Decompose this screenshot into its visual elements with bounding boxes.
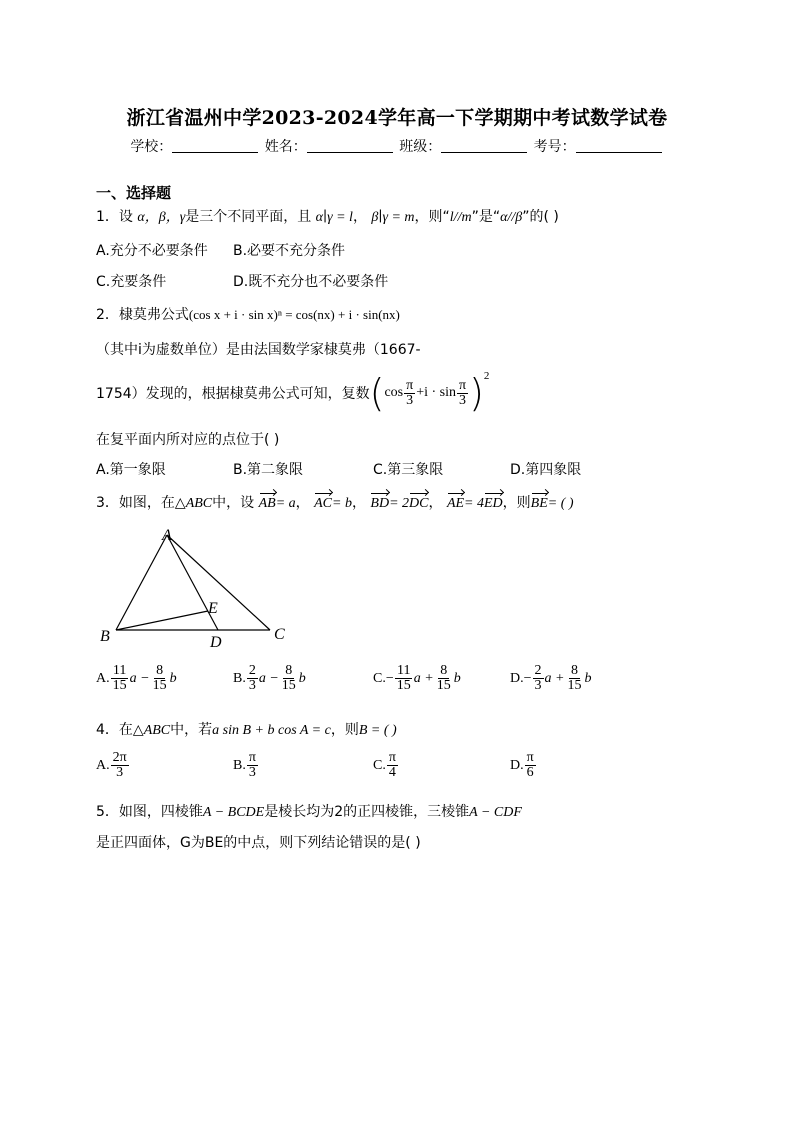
frac-den: 15 [152, 678, 167, 693]
q4-text1: 中，若 [170, 722, 213, 738]
q1-option-d: D.既不充分也不必要条件 [233, 274, 389, 290]
q2-number: 2．棣莫弗公式 [96, 307, 189, 323]
q1-text2: ，则“ [414, 209, 450, 225]
option-end: b [584, 670, 592, 686]
vector-ed: ED [484, 496, 503, 511]
q2-plus-i-sin: +i · sin [416, 385, 457, 400]
frac-den: 3 [406, 392, 414, 408]
q3-number: 3．如图，在 [96, 495, 175, 511]
student-info-line [0, 136, 794, 156]
option-letter: D. [510, 670, 524, 686]
q1-expr3: l//m [449, 210, 472, 225]
q2-cos: cos [384, 385, 404, 400]
q2-option-a: A.第一象限 [96, 462, 166, 478]
q3-option-c [373, 664, 461, 693]
option-sign: − [523, 670, 532, 686]
frac-num: 2 [534, 663, 542, 678]
frac-den: 15 [112, 678, 127, 693]
option-letter: C. [373, 757, 386, 773]
q4-option-a [96, 751, 130, 780]
q4-expr: a sin B + b cos A = c [212, 723, 331, 738]
triangle-figure [92, 526, 302, 656]
q1-expr1: α∣γ = l [315, 210, 353, 225]
frac [111, 751, 129, 780]
q3-eq-2: = 2 [389, 496, 410, 511]
frac [565, 664, 583, 693]
frac [111, 664, 129, 693]
q1-option-b: B.必要不充分条件 [233, 243, 346, 259]
frac-num: π [406, 377, 414, 393]
frac-num: 8 [440, 663, 448, 678]
label-a: A [162, 527, 172, 544]
section-heading: 一、选择题 [96, 184, 172, 202]
frac [247, 751, 258, 780]
q3-text2: ，则 [502, 495, 531, 511]
frac-den: 15 [567, 678, 582, 693]
option-mid: a + [544, 670, 565, 686]
q1-text4: ”的( ) [522, 209, 559, 225]
frac-den: 6 [526, 765, 534, 780]
q2-line3 [96, 368, 489, 418]
frac [525, 751, 536, 780]
vector-be: BE [530, 496, 548, 511]
class-blank [441, 138, 527, 153]
vector-ae: AE [446, 496, 465, 511]
name-blank [307, 138, 393, 153]
frac-num: π [526, 750, 534, 765]
q1-number: 1．设 [96, 209, 133, 225]
q3-eq-a: = a [275, 496, 296, 511]
frac [533, 664, 544, 693]
q4-number: 4．在 [96, 722, 133, 738]
frac-den: 3 [534, 678, 542, 693]
q2-formula: (cos x + i · sin x)ⁿ = cos(nx) + i · sin(nx) [188, 307, 400, 322]
vector-ac: AC [314, 496, 332, 511]
frac [387, 751, 398, 780]
q5-number: 5．如图，四棱锥 [96, 804, 203, 820]
q4-triangle: △ABC [132, 723, 171, 738]
q2-option-b: B.第二象限 [233, 462, 304, 478]
option-letter: B. [233, 757, 246, 773]
q1-vars: α，β，γ [137, 210, 186, 225]
option-end: b [169, 670, 177, 686]
q4-option-b [233, 751, 259, 780]
vector-ab: AB [258, 496, 276, 511]
frac-num: 11 [112, 663, 127, 678]
question-4 [96, 719, 397, 739]
q2-line2: （其中i为虚数单位）是由法国数学家棣莫弗（1667- [96, 342, 421, 358]
q3-comma: ， [295, 495, 310, 511]
option-sign: − [385, 670, 394, 686]
segment-be [116, 611, 208, 630]
school-blank [172, 138, 258, 153]
label-e: E [208, 600, 218, 617]
frac [247, 664, 258, 693]
option-letter: B. [233, 670, 246, 686]
q3-triangle: △ABC [174, 496, 213, 511]
question-2 [96, 304, 400, 324]
edge-ab [116, 535, 167, 630]
q1-expr4: α//β [500, 210, 523, 225]
number-blank [576, 138, 662, 153]
q3-option-d [510, 664, 591, 693]
right-paren: ) [469, 371, 484, 415]
name-label: 姓名： [264, 139, 307, 155]
page-title: 浙江省温州中学2023-2024学年高一下学期期中考试数学试卷 [126, 107, 668, 129]
q4-option-d [510, 751, 537, 780]
q4-b: B = ( ) [358, 723, 397, 738]
frac-num: π [248, 750, 256, 765]
q5-expr1: A − BCDE [202, 805, 265, 820]
number-label: 考号： [533, 139, 576, 155]
frac-den: 3 [248, 765, 256, 780]
label-d: D [210, 634, 222, 651]
frac-den: 4 [388, 765, 396, 780]
frac [395, 664, 413, 693]
frac-num: π [459, 377, 467, 393]
q3-text1: 中，设 [212, 495, 255, 511]
option-letter: A. [96, 757, 110, 773]
frac-den: 15 [436, 678, 451, 693]
q3-option-a [96, 664, 177, 693]
left-paren: ( [369, 371, 385, 415]
option-end: b [453, 670, 461, 686]
q2-exponent: 2 [483, 370, 490, 382]
option-mid: a − [258, 670, 279, 686]
q3-comma: ， [428, 495, 443, 511]
q5-line2: 是正四面体，G为BE的中点，则下列结论错误的是( ) [96, 835, 421, 851]
frac-num: 8 [156, 663, 164, 678]
frac [435, 664, 453, 693]
q1-option-a: A.充分不必要条件 [96, 243, 208, 259]
q4-option-c [373, 751, 399, 780]
class-label: 班级： [399, 139, 442, 155]
label-b: B [100, 628, 110, 645]
option-end: b [298, 670, 306, 686]
frac-den: 15 [396, 678, 411, 693]
q2-option-d: D.第四象限 [510, 462, 582, 478]
q3-text3: = ( ) [547, 496, 574, 511]
label-c: C [274, 626, 285, 643]
q3-comma: ， [351, 495, 366, 511]
q1-text3: ”是“ [471, 209, 501, 225]
q4-text2: ，则 [330, 722, 359, 738]
q2-frac1 [404, 379, 415, 408]
option-letter: C. [373, 670, 386, 686]
q1-option-c: C.充要条件 [96, 274, 167, 290]
q3-option-b [233, 664, 306, 693]
q2-frac2 [457, 379, 468, 408]
question-1 [96, 206, 559, 226]
q3-eq-b: = b [332, 496, 352, 511]
option-letter: D. [510, 757, 524, 773]
q5-expr2: A − CDF [469, 805, 522, 820]
vector-dc: DC [409, 496, 429, 511]
vector-bd: BD [370, 496, 390, 511]
q2-option-c: C.第三象限 [373, 462, 444, 478]
frac-den: 15 [281, 678, 296, 693]
option-letter: A. [96, 670, 110, 686]
q5-text1: 是棱长均为2的正四棱锥，三棱锥 [264, 804, 470, 820]
frac-den: 3 [248, 678, 256, 693]
q1-sep: ， [352, 209, 367, 225]
frac-den: 3 [459, 392, 467, 408]
frac-num: 11 [397, 663, 411, 678]
frac-num: 2π [112, 750, 127, 765]
frac-num: 8 [570, 663, 578, 678]
frac-den: 3 [116, 765, 124, 780]
frac-num: 8 [285, 663, 293, 678]
question-3 [96, 492, 574, 512]
q1-expr2: β∣γ = m [371, 210, 415, 225]
option-mid: a + [413, 670, 434, 686]
q1-text: 是三个不同平面，且 [185, 209, 312, 225]
frac-num: 2 [248, 663, 256, 678]
frac-num: π [388, 750, 396, 765]
q3-eq-4: = 4 [464, 496, 484, 511]
frac [280, 664, 298, 693]
frac [151, 664, 169, 693]
question-5 [96, 801, 522, 821]
q2-line3-text: 1754）发现的，根据棣莫弗公式可知，复数 [96, 386, 370, 402]
option-mid: a − [129, 670, 150, 686]
school-label: 学校： [130, 139, 173, 155]
q2-line4: 在复平面内所对应的点位于( ) [96, 432, 280, 448]
